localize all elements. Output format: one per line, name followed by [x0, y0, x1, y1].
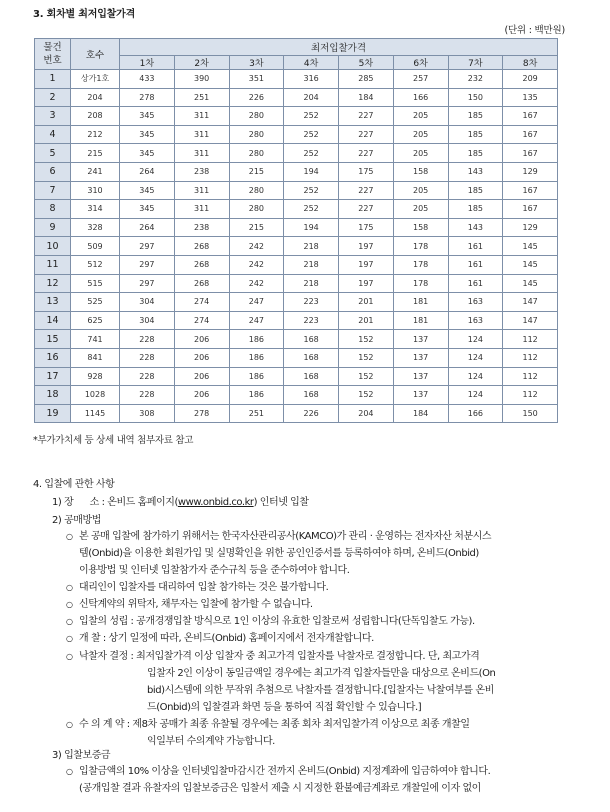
price-cell: 186	[229, 367, 284, 386]
unit-cell: 314	[71, 200, 120, 219]
item-no-cell: 19	[35, 404, 71, 423]
item-no-cell: 15	[35, 330, 71, 349]
price-cell: 252	[284, 125, 339, 144]
bullet-icon: ○	[66, 617, 73, 626]
table-row	[35, 293, 558, 312]
price-cell: 178	[393, 255, 448, 274]
price-cell: 167	[503, 125, 558, 144]
price-cell: 206	[174, 330, 229, 349]
method-item-line: 개 찰 : 상기 일정에 따라, 온비드(Onbid) 홈페이지에서 전자개찰합니다.	[79, 633, 374, 644]
price-cell: 168	[284, 348, 339, 367]
price-cell: 150	[503, 404, 558, 423]
price-cell: 278	[120, 88, 175, 107]
price-cell: 145	[503, 237, 558, 256]
item-no-cell: 7	[35, 181, 71, 200]
price-cell: 186	[229, 330, 284, 349]
price-cell: 297	[120, 255, 175, 274]
price-cell: 158	[393, 162, 448, 181]
price-cell: 135	[503, 88, 558, 107]
unit-cell: 208	[71, 107, 120, 126]
table-row	[35, 162, 558, 181]
section4-title: 4. 입찰에 관한 사항	[33, 479, 115, 490]
header-round-2: 2차	[174, 56, 229, 70]
method-item-line: 드(Onbid)의 입찰결과 화면 등을 통하여 직접 확인할 수 있습니다.]	[147, 702, 422, 713]
table-row	[35, 218, 558, 237]
unit-cell: 1145	[71, 404, 120, 423]
table-row	[35, 330, 558, 349]
price-cell: 311	[174, 144, 229, 163]
unit-cell: 525	[71, 293, 120, 312]
price-cell: 228	[120, 367, 175, 386]
price-cell: 278	[174, 404, 229, 423]
item-no-cell: 9	[35, 218, 71, 237]
price-cell: 311	[174, 181, 229, 200]
table-row	[35, 237, 558, 256]
price-cell: 204	[339, 404, 394, 423]
item-no-cell: 12	[35, 274, 71, 293]
price-cell: 304	[120, 293, 175, 312]
price-cell: 163	[448, 293, 503, 312]
price-cell: 152	[339, 348, 394, 367]
bullet-icon: ○	[66, 583, 73, 592]
price-cell: 223	[284, 311, 339, 330]
price-cell: 252	[284, 181, 339, 200]
price-cell: 168	[284, 367, 339, 386]
header-min-price: 최저입찰가격	[120, 39, 558, 56]
place-suffix: ) 인터넷 입찰	[253, 497, 309, 508]
price-cell: 137	[393, 367, 448, 386]
price-cell: 137	[393, 330, 448, 349]
unit-cell: 741	[71, 330, 120, 349]
price-cell: 297	[120, 237, 175, 256]
unit-cell: 328	[71, 218, 120, 237]
price-cell: 124	[448, 367, 503, 386]
price-cell: 311	[174, 125, 229, 144]
bullet-icon: ○	[66, 600, 73, 609]
table-row	[35, 200, 558, 219]
price-cell: 194	[284, 162, 339, 181]
price-cell: 206	[174, 386, 229, 405]
price-cell: 167	[503, 144, 558, 163]
method-item-line: 익일부터 수의계약 가능합니다.	[147, 736, 275, 747]
price-cell: 204	[284, 88, 339, 107]
price-cell: 218	[284, 274, 339, 293]
deposit-title: 3) 입찰보증금	[52, 750, 111, 761]
item-no-cell: 18	[35, 386, 71, 405]
method-item-line: 대리인이 입찰자를 대리하여 입찰 참가하는 것은 불가합니다.	[79, 582, 329, 593]
price-cell: 206	[174, 367, 229, 386]
price-cell: 185	[448, 181, 503, 200]
header-round-4: 4차	[284, 56, 339, 70]
price-cell: 311	[174, 200, 229, 219]
item-no-cell: 11	[35, 255, 71, 274]
price-cell: 205	[393, 200, 448, 219]
price-cell: 161	[448, 274, 503, 293]
deposit-item-line: (공개입찰 결과 유찰자의 입찰보증금은 입찰서 제출 시 지정한 환불예금계좌로 개찰일에 이자 없이	[79, 783, 481, 794]
price-cell: 274	[174, 311, 229, 330]
place-line	[52, 497, 309, 509]
item-no-cell: 2	[35, 88, 71, 107]
deposit-item-line: 입찰금액의 10% 이상을 인터넷입찰마감시간 전까지 온비드(Onbid) 지정계좌에 입금하여야 합니다.	[79, 766, 491, 777]
price-cell: 184	[339, 88, 394, 107]
price-cell: 112	[503, 330, 558, 349]
price-cell: 168	[284, 330, 339, 349]
price-cell: 297	[120, 274, 175, 293]
header-round-7: 7차	[448, 56, 503, 70]
price-cell: 252	[284, 144, 339, 163]
price-cell: 197	[339, 274, 394, 293]
unit-cell: 215	[71, 144, 120, 163]
price-cell: 205	[393, 144, 448, 163]
price-cell: 178	[393, 237, 448, 256]
price-cell: 242	[229, 255, 284, 274]
price-cell: 112	[503, 367, 558, 386]
unit-cell: 928	[71, 367, 120, 386]
item-no-cell: 13	[35, 293, 71, 312]
item-no-cell: 8	[35, 200, 71, 219]
section3-title: 3. 회차별 최저입찰가격	[33, 9, 136, 20]
price-cell: 228	[120, 330, 175, 349]
price-cell: 311	[174, 107, 229, 126]
price-cell: 201	[339, 293, 394, 312]
price-cell: 168	[284, 386, 339, 405]
price-cell: 345	[120, 144, 175, 163]
price-cell: 218	[284, 255, 339, 274]
price-cell: 268	[174, 255, 229, 274]
price-cell: 264	[120, 218, 175, 237]
place-prefix: 1) 장 소 : 온비드 홈페이지(	[52, 497, 178, 508]
price-cell: 152	[339, 386, 394, 405]
table-row	[35, 181, 558, 200]
price-cell: 197	[339, 237, 394, 256]
price-cell: 264	[120, 162, 175, 181]
price-cell: 304	[120, 311, 175, 330]
price-cell: 147	[503, 293, 558, 312]
price-cell: 308	[120, 404, 175, 423]
price-cell: 247	[229, 293, 284, 312]
price-cell: 227	[339, 107, 394, 126]
price-cell: 280	[229, 144, 284, 163]
bullet-icon: ○	[66, 652, 73, 661]
header-round-1: 1차	[120, 56, 175, 70]
table-row	[35, 386, 558, 405]
price-cell: 228	[120, 386, 175, 405]
price-cell: 205	[393, 107, 448, 126]
price-cell: 242	[229, 237, 284, 256]
unit-cell: 241	[71, 162, 120, 181]
price-cell: 251	[229, 404, 284, 423]
price-cell: 280	[229, 181, 284, 200]
price-cell: 218	[284, 237, 339, 256]
unit-cell: 310	[71, 181, 120, 200]
price-cell: 166	[448, 404, 503, 423]
header-round-6: 6차	[393, 56, 448, 70]
price-cell: 268	[174, 237, 229, 256]
price-cell: 158	[393, 218, 448, 237]
header-item-no: 물건 번호	[35, 39, 71, 70]
price-cell: 227	[339, 125, 394, 144]
item-no-cell: 16	[35, 348, 71, 367]
price-cell: 185	[448, 200, 503, 219]
price-cell: 152	[339, 367, 394, 386]
table-row	[35, 348, 558, 367]
item-no-cell: 3	[35, 107, 71, 126]
table-row	[35, 404, 558, 423]
price-cell: 161	[448, 237, 503, 256]
price-cell: 242	[229, 274, 284, 293]
price-cell: 167	[503, 200, 558, 219]
price-cell: 238	[174, 162, 229, 181]
price-cell: 433	[120, 70, 175, 89]
unit-cell: 1028	[71, 386, 120, 405]
header-round-8: 8차	[503, 56, 558, 70]
price-cell: 280	[229, 200, 284, 219]
table-row	[35, 125, 558, 144]
table-row	[35, 88, 558, 107]
item-no-cell: 17	[35, 367, 71, 386]
price-cell: 124	[448, 386, 503, 405]
price-cell: 161	[448, 255, 503, 274]
price-cell: 247	[229, 311, 284, 330]
price-cell: 215	[229, 162, 284, 181]
price-cell: 175	[339, 218, 394, 237]
header-unit: 호수	[71, 39, 120, 70]
price-cell: 186	[229, 348, 284, 367]
price-cell: 166	[393, 88, 448, 107]
method-item-line: 이용방법 및 인터넷 입찰참가자 준수규칙 등을 준수하여야 합니다.	[79, 565, 350, 576]
price-cell: 145	[503, 255, 558, 274]
unit-cell: 841	[71, 348, 120, 367]
item-no-cell: 4	[35, 125, 71, 144]
unit-cell: 204	[71, 88, 120, 107]
price-cell: 150	[448, 88, 503, 107]
bullet-icon: ○	[66, 634, 73, 643]
item-no-cell: 6	[35, 162, 71, 181]
method-item-line: bid)시스템에 의한 무작위 추첨으로 낙찰자를 결정합니다.[입찰자는 낙찰여부를 온비	[147, 685, 494, 696]
price-cell: 215	[229, 218, 284, 237]
price-cell: 345	[120, 200, 175, 219]
price-cell: 206	[174, 348, 229, 367]
price-cell: 251	[174, 88, 229, 107]
price-cell: 137	[393, 386, 448, 405]
price-cell: 345	[120, 181, 175, 200]
price-cell: 124	[448, 348, 503, 367]
method-item-line: 신탁계약의 위탁자, 채무자는 입찰에 참가할 수 없습니다.	[79, 599, 313, 610]
onbid-link[interactable]: www.onbid.co.kr	[177, 497, 254, 508]
price-cell: 112	[503, 386, 558, 405]
price-cell: 184	[393, 404, 448, 423]
price-cell: 181	[393, 293, 448, 312]
unit-cell: 상가1호	[71, 70, 120, 89]
unit-cell: 512	[71, 255, 120, 274]
price-cell: 185	[448, 125, 503, 144]
price-cell: 167	[503, 107, 558, 126]
header-round-3: 3차	[229, 56, 284, 70]
method-item-line: 입찰의 성립 : 공개경쟁입찰 방식으로 1인 이상의 유효한 입찰로써 성립합니다(단독입찰도 가능).	[79, 616, 475, 627]
price-cell: 227	[339, 181, 394, 200]
price-cell: 201	[339, 311, 394, 330]
price-cell: 209	[503, 70, 558, 89]
min-bid-price-table	[34, 38, 558, 423]
unit-label: (단위 : 백만원)	[504, 25, 565, 36]
unit-cell: 515	[71, 274, 120, 293]
bullet-icon: ○	[66, 532, 73, 541]
item-no-cell: 14	[35, 311, 71, 330]
table-row	[35, 274, 558, 293]
price-cell: 112	[503, 348, 558, 367]
price-cell: 124	[448, 330, 503, 349]
price-cell: 345	[120, 107, 175, 126]
price-cell: 274	[174, 293, 229, 312]
price-cell: 238	[174, 218, 229, 237]
price-cell: 186	[229, 386, 284, 405]
price-cell: 152	[339, 330, 394, 349]
price-cell: 252	[284, 107, 339, 126]
price-cell: 257	[393, 70, 448, 89]
price-cell: 145	[503, 274, 558, 293]
method-item-line: 본 공매 입찰에 참가하기 위해서는 한국자산관리공사(KAMCO)가 관리 · 운영하는 전자자산 처분시스	[79, 531, 492, 542]
price-cell: 181	[393, 311, 448, 330]
price-cell: 143	[448, 218, 503, 237]
method-item-line: 입찰자 2인 이상이 동일금액일 경우에는 최고가격 입찰자들만을 대상으로 온비드(On	[147, 668, 496, 679]
price-cell: 129	[503, 162, 558, 181]
table-row	[35, 311, 558, 330]
price-cell: 390	[174, 70, 229, 89]
price-cell: 228	[120, 348, 175, 367]
table-note: *부가가치세 등 상세 내역 첨부자료 참고	[33, 435, 194, 446]
price-cell: 194	[284, 218, 339, 237]
price-cell: 285	[339, 70, 394, 89]
price-cell: 226	[229, 88, 284, 107]
price-cell: 197	[339, 255, 394, 274]
method-title: 2) 공매방법	[52, 515, 101, 526]
table-row	[35, 107, 558, 126]
price-cell: 143	[448, 162, 503, 181]
price-cell: 178	[393, 274, 448, 293]
header-round-5: 5차	[339, 56, 394, 70]
price-cell: 147	[503, 311, 558, 330]
unit-cell: 509	[71, 237, 120, 256]
price-cell: 345	[120, 125, 175, 144]
price-cell: 163	[448, 311, 503, 330]
price-cell: 185	[448, 107, 503, 126]
unit-cell: 212	[71, 125, 120, 144]
price-cell: 351	[229, 70, 284, 89]
price-cell: 205	[393, 181, 448, 200]
price-cell: 232	[448, 70, 503, 89]
price-cell: 280	[229, 107, 284, 126]
price-cell: 185	[448, 144, 503, 163]
item-no-cell: 1	[35, 70, 71, 89]
price-cell: 175	[339, 162, 394, 181]
price-cell: 223	[284, 293, 339, 312]
method-item-line: 템(Onbid)을 이용한 회원가입 및 실명확인을 위한 공인인증서를 등록하여야 하며, 온비드(Onbid)	[79, 548, 479, 559]
price-cell: 137	[393, 348, 448, 367]
price-cell: 167	[503, 181, 558, 200]
unit-cell: 625	[71, 311, 120, 330]
bullet-icon: ○	[66, 767, 73, 776]
method-item-line: 수 의 계 약 : 제8차 공매가 최종 유찰될 경우에는 최종 회차 최저입찰가격 이상으로 최종 개찰일	[79, 719, 470, 730]
price-cell: 227	[339, 200, 394, 219]
table-row	[35, 70, 558, 89]
item-no-cell: 10	[35, 237, 71, 256]
price-cell: 268	[174, 274, 229, 293]
price-cell: 252	[284, 200, 339, 219]
price-cell: 205	[393, 125, 448, 144]
price-cell: 280	[229, 125, 284, 144]
bullet-icon: ○	[66, 720, 73, 729]
price-cell: 226	[284, 404, 339, 423]
item-no-cell: 5	[35, 144, 71, 163]
table-row	[35, 255, 558, 274]
table-row	[35, 367, 558, 386]
price-cell: 316	[284, 70, 339, 89]
method-item-line: 낙찰자 결정 : 최저입찰가격 이상 입찰자 중 최고가격 입찰자를 낙찰자로 결정합니다. 단, 최고가격	[79, 651, 480, 662]
table-row	[35, 144, 558, 163]
price-cell: 129	[503, 218, 558, 237]
price-cell: 227	[339, 144, 394, 163]
